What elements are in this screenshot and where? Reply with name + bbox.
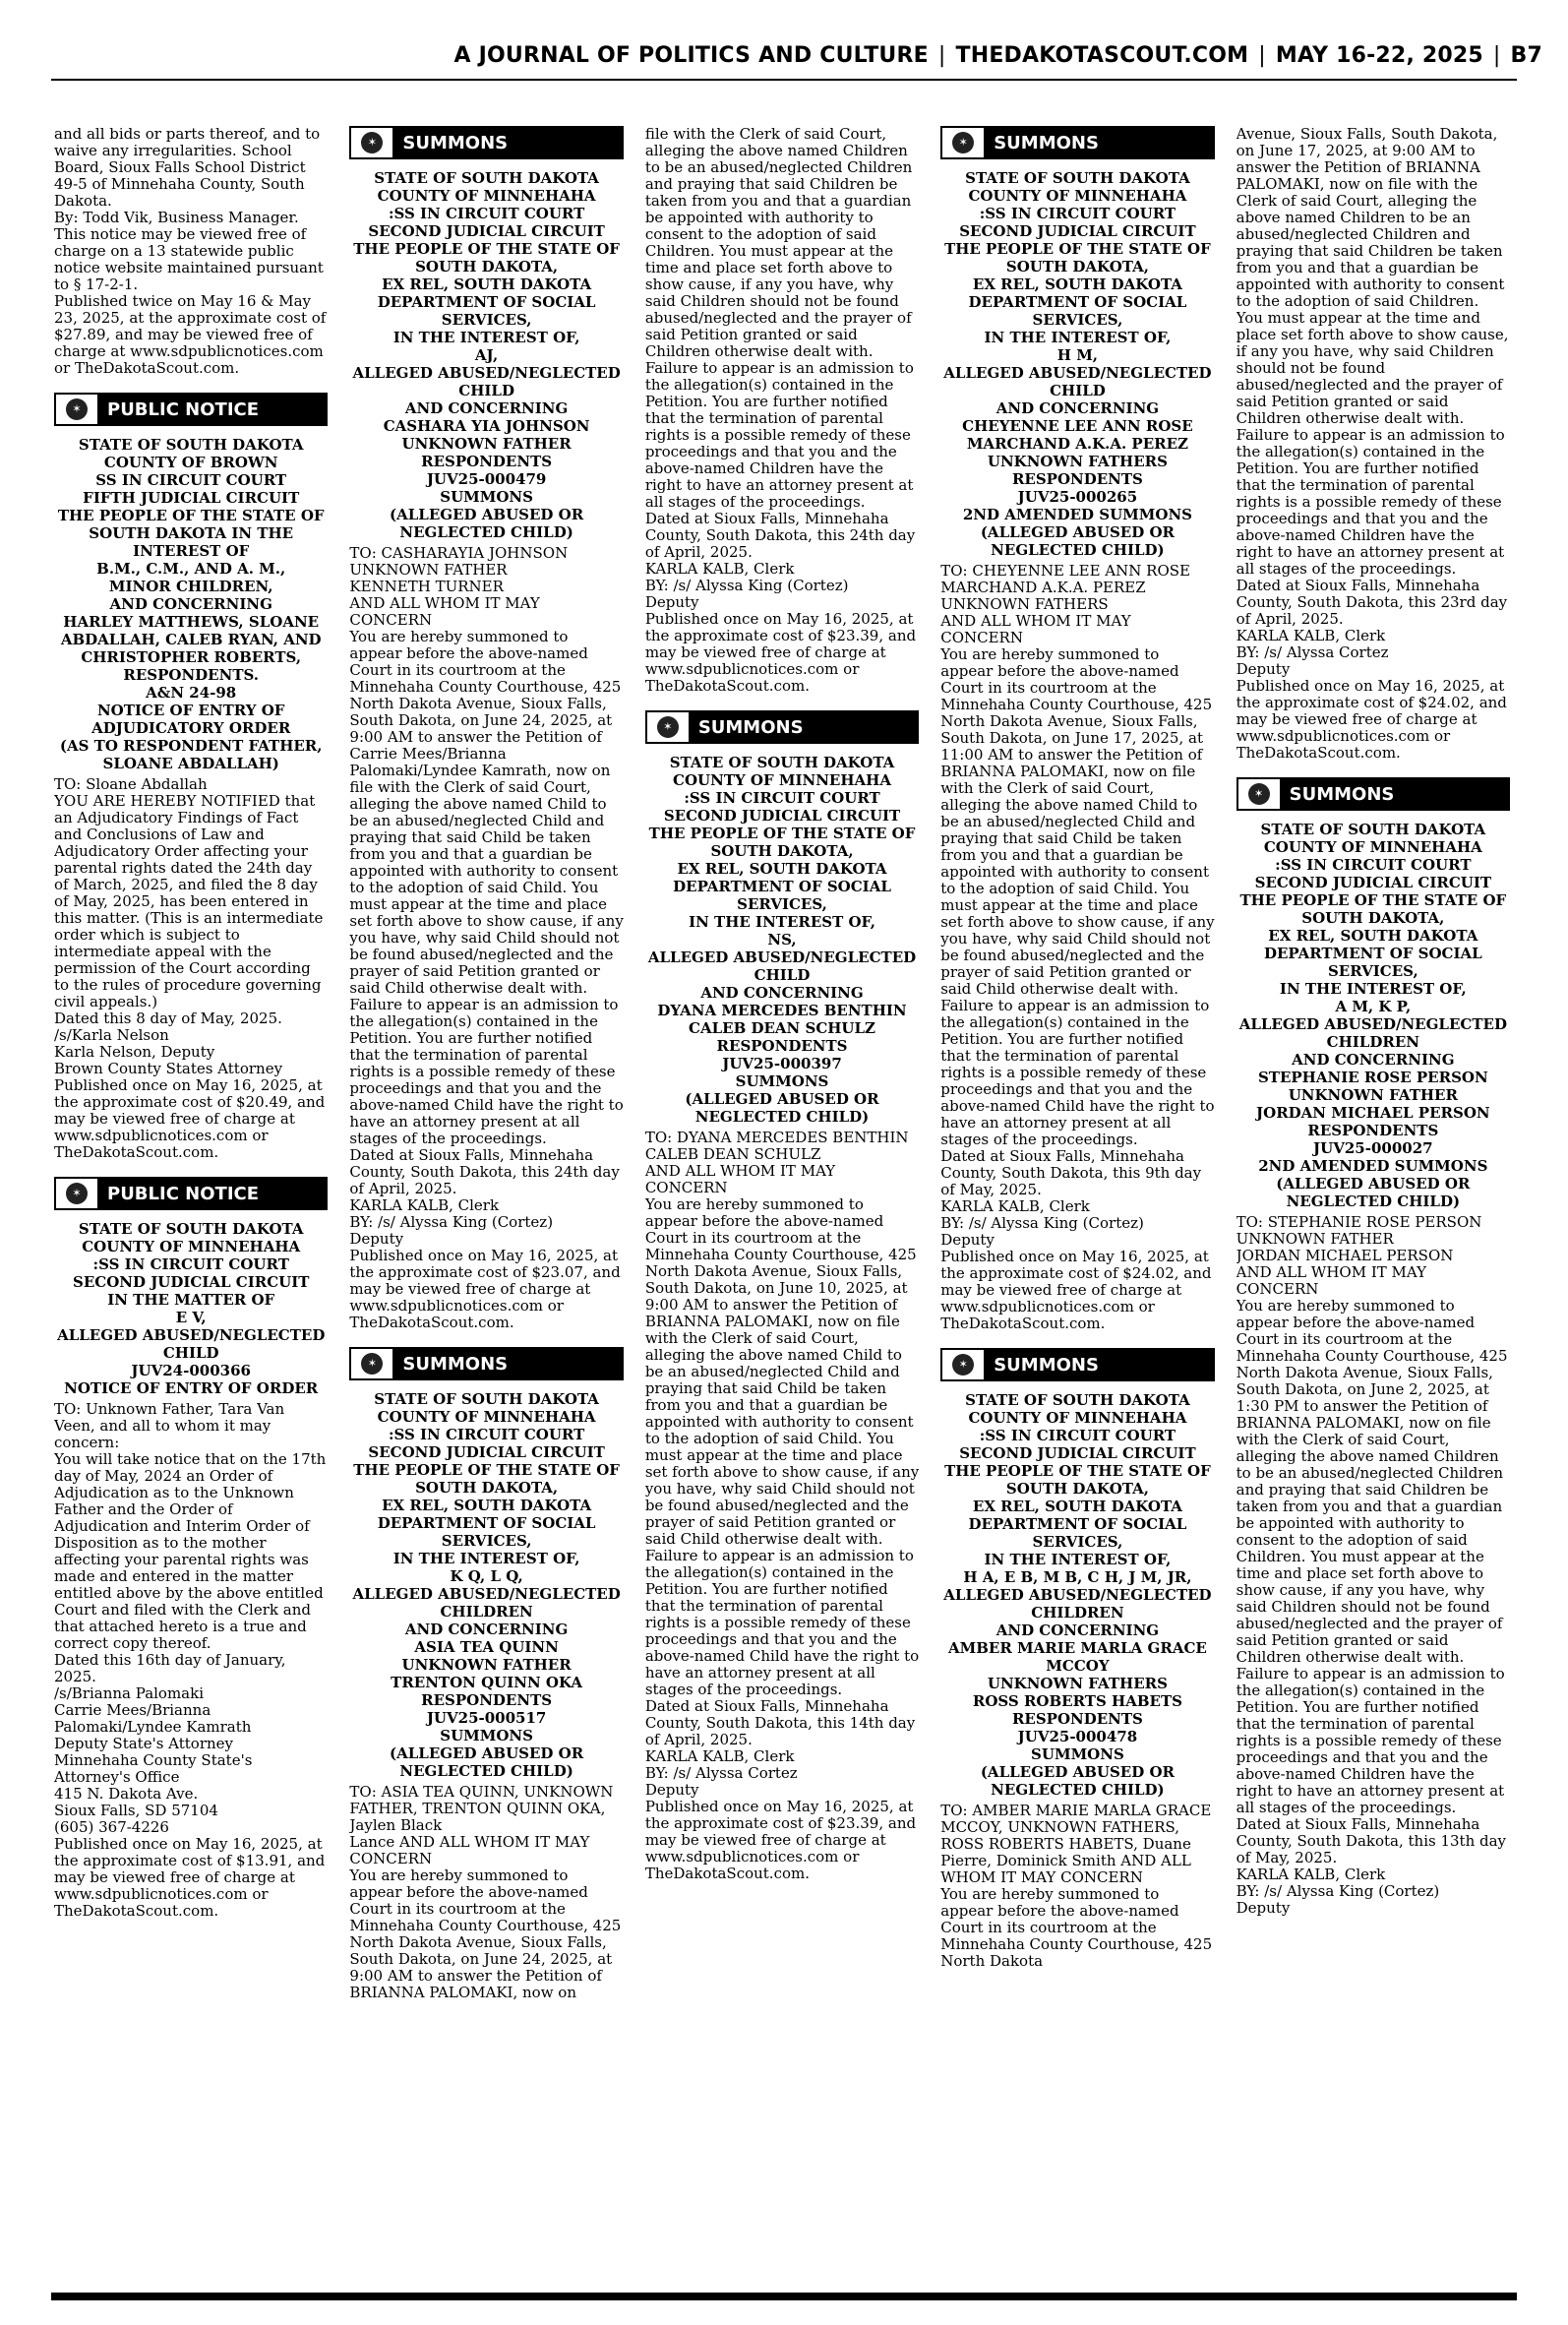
notice-caption: STATE OF SOUTH DAKOTA COUNTY OF MINNEHAHA :SS IN CIRCUIT COURT SECOND JUDICIAL CIRCUIT THE PEOPLE OF THE STATE OF SOUTH DAKOTA, EX REL, SOUTH DAKOTA DEPARTMENT OF SOCIAL SERVICES, IN THE INTEREST OF, AJ, ALLEGED ABUSED/NEGLECTED CHILD AND CONCERNING CASHARA YIA JOHNSON UNKNOWN FATHER RESPONDENTS JUV25-000479 SUMMONS (ALLEGED ABUSED OR NEGLECTED CHILD) <box>352 169 621 541</box>
notice-caption: STATE OF SOUTH DAKOTA COUNTY OF BROWN SS IN CIRCUIT COURT FIFTH JUDICIAL CIRCUIT THE PEOPLE OF THE STATE OF SOUTH DAKOTA IN THE INTEREST OF B.M., C.M., AND A. M., MINOR CHILDREN, AND CONCERNING HARLEY MATTHEWS, SLOANE ABDALLAH, CALEB RYAN, AND CHRISTOPHER ROBERTS, RESPONDENTS. A&N 24-98 NOTICE OF ENTRY OF ADJUDICATORY ORDER (AS TO RESPONDENT FATHER, SLOANE ABDALLAH) <box>57 436 325 772</box>
notice-heading-bar <box>54 1177 328 1210</box>
notice-heading-bar <box>54 393 328 426</box>
notice-heading-bar <box>940 126 1214 159</box>
notice-columns <box>54 126 1510 2291</box>
page-number: B7 <box>1510 43 1542 68</box>
notice-type-label: SUMMONS <box>402 1353 509 1375</box>
notice <box>1236 777 1510 1917</box>
notice <box>54 1177 328 1920</box>
notice-caption: STATE OF SOUTH DAKOTA COUNTY OF MINNEHAHA :SS IN CIRCUIT COURT SECOND JUDICIAL CIRCUIT THE PEOPLE OF THE STATE OF SOUTH DAKOTA, EX REL, SOUTH DAKOTA DEPARTMENT OF SOCIAL SERVICES, IN THE INTEREST OF, A M, K P, ALLEGED ABUSED/NEGLECTED CHILDREN AND CONCERNING STEPHANIE ROSE PERSON UNKNOWN FATHER JORDAN MICHAEL PERSON RESPONDENTS JUV25-000027 2ND AMENDED SUMMONS (ALLEGED ABUSED OR NEGLECTED CHILD) <box>1238 821 1507 1210</box>
notice-caption: STATE OF SOUTH DAKOTA COUNTY OF MINNEHAHA :SS IN CIRCUIT COURT SECOND JUDICIAL CIRCUIT IN THE MATTER OF E V, ALLEGED ABUSED/NEGLECTED CHILD JUV24-000366 NOTICE OF ENTRY OF ORDER <box>57 1220 326 1397</box>
page-header <box>26 43 1542 83</box>
notice <box>645 710 919 1882</box>
notice-body-text: TO: ASIA TEA QUINN, UNKNOWN FATHER, TRENTON QUINN OKA, Jaylen Black Lance AND ALL WHOM IT MAY CONCERN You are hereby summoned to appear before the above-named Court in its courtroom at the Minnehaha County Courthouse, 425 North Dakota Avenue, Sioux Falls, South Dakota, on June 24, 2025, at 9:00 AM to answer the Petition of BRIANNA PALOMAKI, now on <box>349 1783 622 2001</box>
scout-logo-icon: ✶ <box>940 1348 986 1381</box>
notice <box>54 393 328 1161</box>
section-title: A JOURNAL OF POLITICS AND CULTURE <box>453 43 929 68</box>
scout-logo-icon: ✶ <box>54 393 99 426</box>
notice-body-text: TO: Unknown Father, Tara Van Veen, and all to whom it may concern: You will take notice that on the 17th day of May, 2024 an Order of Adjudication as to the Unknown Father and the Order of Adjudication and Interim Order of Disposition as to the mother affecting your parental rights was made and entered in the matter entitled above by the above entitled Court and filed with the Clerk and that attached hereto is a true and correct copy thereof. Dated this 16th day of January, 2025. /s/Brianna Palomaki Carrie Mees/Brianna Palomaki/Lyndee Kamrath Deputy State's Attorney Minnehaha County State's Attorney's Office 415 N. Dakota Ave. Sioux Falls, SD 57104 (605) 367-4226 Published once on May 16, 2025, at the approximate cost of $13.91, and may be viewed free of charge at www.sdpublicnotices.com or TheDakotaScout.com. <box>54 1400 327 1920</box>
scout-logo-icon: ✶ <box>940 126 986 159</box>
scout-logo-icon: ✶ <box>645 710 691 744</box>
scout-logo-icon: ✶ <box>54 1177 99 1210</box>
notice-body-text: TO: STEPHANIE ROSE PERSON UNKNOWN FATHER JORDAN MICHAEL PERSON AND ALL WHOM IT MAY CONCERN You are hereby summoned to appear before the above-named Court in its courtroom at the Minnehaha County Courthouse, 425 North Dakota Avenue, Sioux Falls, South Dakota, on June 2, 2025, at 1:30 PM to answer the Petition of BRIANNA PALOMAKI, now on file with the Clerk of said Court, alleging the above named Children to be an abused/neglected Children and praying that said Children be taken from you and that a guardian be appointed with authority to consent to the adoption of said Children. You must appear at the time and place set forth above to show cause, if any you have, why said Children should not be found abused/neglected and the prayer of said Petition granted or said Children otherwise dealt with. Failure to appear is an admission to the allegation(s) contained in the Petition. You are further notified that the termination of parental rights is a possible remedy of these proceedings and that you and the above-named Children have the right to have an attorney present at all stages of the proceedings. Dated at Sioux Falls, Minnehaha County, South Dakota, this 13th day of May, 2025. KARLA KALB, Clerk BY: /s/ Alyssa King (Cortez) Deputy <box>1236 1213 1508 1917</box>
notice-caption: STATE OF SOUTH DAKOTA COUNTY OF MINNEHAHA :SS IN CIRCUIT COURT SECOND JUDICIAL CIRCUIT THE PEOPLE OF THE STATE OF SOUTH DAKOTA, EX REL, SOUTH DAKOTA DEPARTMENT OF SOCIAL SERVICES, IN THE INTEREST OF, NS, ALLEGED ABUSED/NEGLECTED CHILD AND CONCERNING DYANA MERCEDES BENTHIN CALEB DEAN SCHULZ RESPONDENTS JUV25-000397 SUMMONS (ALLEGED ABUSED OR NEGLECTED CHILD) <box>647 754 917 1126</box>
notice-continuation-text: file with the Clerk of said Court, alleging the above named Children to be an abused/neglected Children and praying that said Children be taken from you and that a guardian be appointed with authority to consent to the adoption of said Children. You must appear at the time and place set forth above to show cause, if any you have, why said Children should not be found abused/neglected and the prayer of said Petition granted or said Children otherwise dealt with. Failure to appear is an admission to the allegation(s) contained in the Petition. You are further notified that the termination of parental rights is a possible remedy of these proceedings and that you and the above-named Children have the right to have an attorney present at all stages of the proceedings. Dated at Sioux Falls, Minnehaha County, South Dakota, this 24th day of April, 2025. KARLA KALB, Clerk BY: /s/ Alyssa King (Cortez) Deputy Published once on May 16, 2025, at the approximate cost of $23.39, and may be viewed free of charge at www.sdpublicnotices.com or TheDakotaScout.com. <box>644 126 917 695</box>
notice <box>349 126 623 1331</box>
notice-type-label: SUMMONS <box>402 132 509 153</box>
notice-heading-bar <box>349 126 623 159</box>
notice-type-label: PUBLIC NOTICE <box>107 398 260 420</box>
notice-heading-bar <box>940 1348 1214 1381</box>
header-separator: | <box>937 43 946 68</box>
notice-body-text: TO: AMBER MARIE MARLA GRACE MCCOY, UNKNOWN FATHERS, ROSS ROBERTS HABETS, Duane Pierre, Dominick Smith AND ALL WHOM IT MAY CONCERN You are hereby summoned to appear before the above-named Court in its courtroom at the Minnehaha County Courthouse, 425 North Dakota <box>940 1802 1213 1970</box>
notice-body-text: TO: CHEYENNE LEE ANN ROSE MARCHAND A.K.A. PEREZ UNKNOWN FATHERS AND ALL WHOM IT MAY CONCERN You are hereby summoned to appear before the above-named Court in its courtroom at the Minnehaha County Courthouse, 425 North Dakota Avenue, Sioux Falls, South Dakota, on June 17, 2025, at 11:00 AM to answer the Petition of BRIANNA PALOMAKI, now on file with the Clerk of said Court, alleging the above named Child to be an abused/neglected Child and praying that said Child be taken from you and that a guardian be appointed with authority to consent to the adoption of said Child. You must appear at the time and place set forth above to show cause, if any you have, why said Child should not be found abused/neglected and the prayer of said Petition granted or said Child otherwise dealt with. Failure to appear is an admission to the allegation(s) contained in the Petition. You are further notified that the termination of parental rights is a possible remedy of these proceedings and that you and the above-named Child have the right to have an attorney present at all stages of the proceedings. Dated at Sioux Falls, Minnehaha County, South Dakota, this 9th day of May, 2025. KARLA KALB, Clerk BY: /s/ Alyssa King (Cortez) Deputy Published once on May 16, 2025, at the approximate cost of $24.02, and may be viewed free of charge at www.sdpublicnotices.com or TheDakotaScout.com. <box>940 562 1215 1332</box>
notice-column <box>1236 126 1510 2291</box>
notice-body-text: TO: DYANA MERCEDES BENTHIN CALEB DEAN SCHULZ AND ALL WHOM IT MAY CONCERN You are hereby summoned to appear before the above-named Court in its courtroom at the Minnehaha County Courthouse, 425 North Dakota Avenue, Sioux Falls, South Dakota, on June 10, 2025, at 9:00 AM to answer the Petition of BRIANNA PALOMAKI, now on file with the Clerk of said Court, alleging the above named Child to be an abused/neglected Child and praying that said Child be taken from you and that a guardian be appointed with authority to consent to the adoption of said Child. You must appear at the time and place set forth above to show cause, if any you have, why said Child should not be found abused/neglected and the prayer of said Petition granted or said Child otherwise dealt with. Failure to appear is an admission to the allegation(s) contained in the Petition. You are further notified that the termination of parental rights is a possible remedy of these proceedings and that you and the above-named Child have the right to have an attorney present at all stages of the proceedings. Dated at Sioux Falls, Minnehaha County, South Dakota, this 14th day of April, 2025. KARLA KALB, Clerk BY: /s/ Alyssa Cortez Deputy Published once on May 16, 2025, at the approximate cost of $23.39, and may be viewed free of charge at www.sdpublicnotices.com or TheDakotaScout.com. <box>644 1129 920 1882</box>
notice-continuation-text: Avenue, Sioux Falls, South Dakota, on June 17, 2025, at 9:00 AM to answer the Petition of BRIANNA PALOMAKI, now on file with the Clerk of said Court, alleging the above named Children to be an abused/neglected Children and praying that said Children be taken from you and that a guardian be appointed with authority to consent to the adoption of said Children. You must appear at the time and place set forth above to show cause, if any you have, why said Children should not be found abused/neglected and the prayer of said Petition granted or said Children otherwise dealt with. Failure to appear is an admission to the allegation(s) contained in the Petition. You are further notified that the termination of parental rights is a possible remedy of these proceedings and that you and the above-named Children have the right to have an attorney present at all stages of the proceedings. Dated at Sioux Falls, Minnehaha County, South Dakota, this 23rd day of April, 2025. KARLA KALB, Clerk BY: /s/ Alyssa Cortez Deputy Published once on May 16, 2025, at the approximate cost of $24.02, and may be viewed free of charge at www.sdpublicnotices.com or TheDakotaScout.com. <box>1236 126 1509 762</box>
scout-logo-icon: ✶ <box>349 126 394 159</box>
notice-type-label: SUMMONS <box>1289 783 1395 805</box>
notice <box>940 1348 1214 1970</box>
notice-heading-bar <box>645 710 919 744</box>
notice-heading-bar <box>1236 777 1510 811</box>
notice-body-text: TO: Sloane Abdallah YOU ARE HEREBY NOTIFIED that an Adjudicatory Findings of Fact and Conclusions of Law and Adjudicatory Order affecting your parental rights dated the 24th day of March, 2025, and filed the 8 day of May, 2025, has been entered in this matter. (This is an intermediate order which is subject to intermediate appeal with the permission of the Court according to the rules of procedure governing civil appeals.) Dated this 8 day of May, 2025. /s/Karla Nelson Karla Nelson, Deputy Brown County States Attorney Published once on May 16, 2025, at the approximate cost of $20.49, and may be viewed free of charge at www.sdpublicnotices.com or TheDakotaScout.com. <box>54 775 326 1161</box>
notice-column <box>349 126 623 2291</box>
scout-logo-icon: ✶ <box>1236 777 1282 811</box>
notice <box>349 1347 623 2001</box>
notice-caption: STATE OF SOUTH DAKOTA COUNTY OF MINNEHAHA :SS IN CIRCUIT COURT SECOND JUDICIAL CIRCUIT THE PEOPLE OF THE STATE OF SOUTH DAKOTA, EX REL, SOUTH DAKOTA DEPARTMENT OF SOCIAL SERVICES, IN THE INTEREST OF, K Q, L Q, ALLEGED ABUSED/NEGLECTED CHILDREN AND CONCERNING ASIA TEA QUINN UNKNOWN FATHER TRENTON QUINN OKA RESPONDENTS JUV25-000517 SUMMONS (ALLEGED ABUSED OR NEGLECTED CHILD) <box>352 1390 621 1780</box>
notice-type-label: SUMMONS <box>697 716 804 738</box>
notice-heading-bar <box>349 1347 623 1380</box>
header-rule <box>51 79 1517 81</box>
notice-column <box>54 126 328 2291</box>
issue-date: MAY 16-22, 2025 <box>1275 43 1483 68</box>
notice-column <box>940 126 1214 2291</box>
notice-body-text: TO: CASHARAYIA JOHNSON UNKNOWN FATHER KENNETH TURNER AND ALL WHOM IT MAY CONCERN You are hereby summoned to appear before the above-named Court in its courtroom at the Minnehaha County Courthouse, 425 North Dakota Avenue, Sioux Falls, South Dakota, on June 24, 2025, at 9:00 AM to answer the Petition of Carrie Mees/Brianna Palomaki/Lyndee Kamrath, now on file with the Clerk of said Court, alleging the above named Child to be an abused/neglected Child and praying that said Child be taken from you and that a guardian be appointed with authority to consent to the adoption of said Child. You must appear at the time and place set forth above to show cause, if any you have, why said Child should not be found abused/neglected and the prayer of said Petition granted or said Child otherwise dealt with. Failure to appear is an admission to the allegation(s) contained in the Petition. You are further notified that the termination of parental rights is a possible remedy of these proceedings and that you and the above-named Child have the right to have an attorney present at all stages of the proceedings. Dated at Sioux Falls, Minnehaha County, South Dakota, this 24th day of April, 2025. KARLA KALB, Clerk BY: /s/ Alyssa King (Cortez) Deputy Published once on May 16, 2025, at the approximate cost of $23.07, and may be viewed free of charge at www.sdpublicnotices.com or TheDakotaScout.com. <box>349 544 624 1331</box>
notice-continuation-text: and all bids or parts thereof, and to waive any irregularities. School Board, Sioux Falls School District 49-5 of Minnehaha County, South Dakota. By: Todd Vik, Business Manager. This notice may be viewed free of charge on a 13 statewide public notice website maintained pursuant to § 17-2-1. Published twice on May 16 & May 23, 2025, at the approximate cost of $27.89, and may be viewed free of charge at www.sdpublicnotices.com or TheDakotaScout.com. <box>54 126 327 377</box>
site-name[interactable]: THEDAKOTASCOUT.COM <box>955 43 1249 68</box>
footer-rule <box>51 2293 1517 2300</box>
header-separator: | <box>1258 43 1266 68</box>
notice-type-label: SUMMONS <box>994 1354 1099 1376</box>
notice <box>940 126 1214 1332</box>
notice-caption: STATE OF SOUTH DAKOTA COUNTY OF MINNEHAHA :SS IN CIRCUIT COURT SECOND JUDICIAL CIRCUIT THE PEOPLE OF THE STATE OF SOUTH DAKOTA, EX REL, SOUTH DAKOTA DEPARTMENT OF SOCIAL SERVICES, IN THE INTEREST OF, H M, ALLEGED ABUSED/NEGLECTED CHILD AND CONCERNING CHEYENNE LEE ANN ROSE MARCHAND A.K.A. PEREZ UNKNOWN FATHERS RESPONDENTS JUV25-000265 2ND AMENDED SUMMONS (ALLEGED ABUSED OR NEGLECTED CHILD) <box>943 169 1212 559</box>
header-separator: | <box>1492 43 1501 68</box>
notice-column <box>645 126 919 2291</box>
scout-logo-icon: ✶ <box>349 1347 394 1380</box>
notice-type-label: PUBLIC NOTICE <box>107 1183 260 1204</box>
notice-type-label: SUMMONS <box>994 132 1099 153</box>
notice-caption: STATE OF SOUTH DAKOTA COUNTY OF MINNEHAHA :SS IN CIRCUIT COURT SECOND JUDICIAL CIRCUIT THE PEOPLE OF THE STATE OF SOUTH DAKOTA, EX REL, SOUTH DAKOTA DEPARTMENT OF SOCIAL SERVICES, IN THE INTEREST OF, H A, E B, M B, C H, J M, JR, ALLEGED ABUSED/NEGLECTED CHILDREN AND CONCERNING AMBER MARIE MARLA GRACE MCCOY UNKNOWN FATHERS ROSS ROBERTS HABETS RESPONDENTS JUV25-000478 SUMMONS (ALLEGED ABUSED OR NEGLECTED CHILD) <box>943 1391 1212 1799</box>
